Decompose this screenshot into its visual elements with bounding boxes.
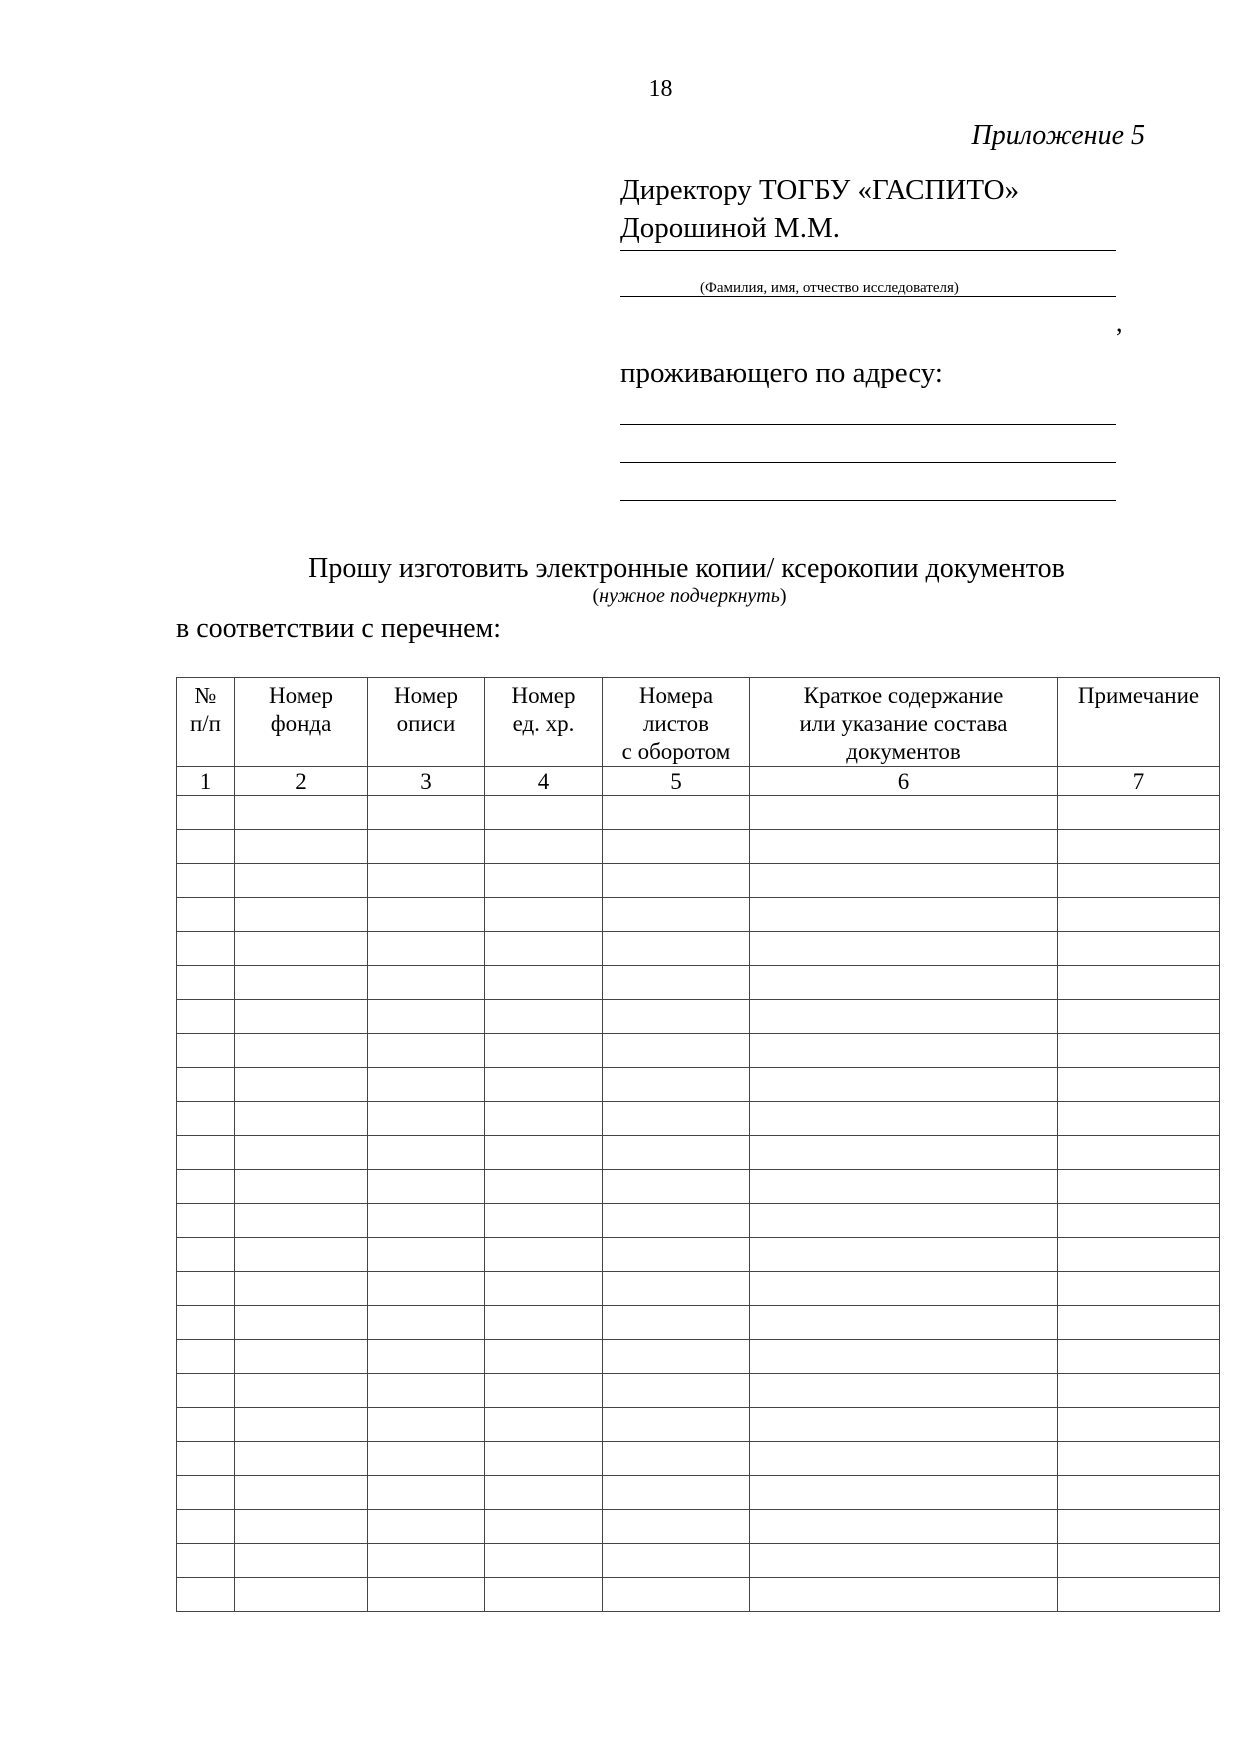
table-cell[interactable] <box>235 1306 368 1340</box>
table-cell[interactable] <box>603 966 750 1000</box>
address-blank-line-3[interactable] <box>620 500 1116 501</box>
table-cell[interactable] <box>485 1510 603 1544</box>
table-cell[interactable] <box>485 966 603 1000</box>
table-cell[interactable] <box>177 1136 235 1170</box>
table-cell[interactable] <box>603 830 750 864</box>
table-cell[interactable] <box>177 1000 235 1034</box>
table-cell[interactable] <box>368 1272 485 1306</box>
table-cell[interactable] <box>177 1272 235 1306</box>
table-cell[interactable] <box>368 1170 485 1204</box>
table-cell[interactable] <box>235 1102 368 1136</box>
table-cell[interactable] <box>1058 1102 1220 1136</box>
table-row <box>177 1136 1220 1170</box>
table-cell[interactable] <box>1058 1136 1220 1170</box>
table-cell[interactable] <box>1058 1374 1220 1408</box>
table-row <box>177 1238 1220 1272</box>
table-cell[interactable] <box>485 796 603 830</box>
table-row <box>177 864 1220 898</box>
table-cell[interactable] <box>750 1238 1058 1272</box>
column-number: 6 <box>750 767 1058 796</box>
address-blank-line-1[interactable] <box>620 424 1116 425</box>
table-cell[interactable] <box>368 1204 485 1238</box>
column-number: 7 <box>1058 767 1220 796</box>
addressee-line-director: Директору ТОГБУ «ГАСПИТО» <box>620 174 1020 206</box>
table-cell[interactable] <box>368 1408 485 1442</box>
table-cell[interactable] <box>603 1306 750 1340</box>
table-cell[interactable] <box>235 1476 368 1510</box>
table-cell[interactable] <box>368 966 485 1000</box>
table-row <box>177 1374 1220 1408</box>
table-cell[interactable] <box>177 796 235 830</box>
table-row <box>177 1306 1220 1340</box>
table-row <box>177 1408 1220 1442</box>
hint-open: ( <box>592 585 600 607</box>
table-cell[interactable] <box>177 1204 235 1238</box>
table-row <box>177 830 1220 864</box>
table-cell[interactable] <box>1058 830 1220 864</box>
table-cell[interactable] <box>177 898 235 932</box>
table-cell[interactable] <box>485 1136 603 1170</box>
table-cell[interactable] <box>750 1442 1058 1476</box>
table-cell[interactable] <box>750 1204 1058 1238</box>
table-row <box>177 1510 1220 1544</box>
table-cell[interactable] <box>368 1102 485 1136</box>
table-cell[interactable] <box>177 1238 235 1272</box>
header-cell <box>235 678 368 767</box>
table-cell[interactable] <box>1058 1476 1220 1510</box>
table-cell[interactable] <box>368 1510 485 1544</box>
table-cell[interactable] <box>750 1544 1058 1578</box>
hint-italic: нужное подчеркнуть <box>599 585 780 607</box>
column-number-row <box>177 767 1220 796</box>
table-cell[interactable] <box>750 1510 1058 1544</box>
table-cell[interactable] <box>485 1442 603 1476</box>
table-cell[interactable] <box>177 1034 235 1068</box>
page-number: 18 <box>648 76 673 102</box>
column-number: 2 <box>235 767 368 796</box>
column-number: 3 <box>368 767 485 796</box>
table-cell[interactable] <box>368 1340 485 1374</box>
table-row <box>177 1442 1220 1476</box>
table-cell[interactable] <box>1058 1170 1220 1204</box>
table-cell[interactable] <box>1058 1510 1220 1544</box>
table-cell[interactable] <box>750 1408 1058 1442</box>
header-cell-line: или указание состава <box>799 711 1008 736</box>
header-cell-line: с оборотом <box>621 739 731 764</box>
table-cell[interactable] <box>485 1034 603 1068</box>
table-cell[interactable] <box>485 1204 603 1238</box>
table-cell[interactable] <box>485 1374 603 1408</box>
table-cell[interactable] <box>750 1102 1058 1136</box>
table-row <box>177 1340 1220 1374</box>
table-cell[interactable] <box>603 1000 750 1034</box>
table-cell[interactable] <box>603 796 750 830</box>
table-cell[interactable] <box>603 864 750 898</box>
table-cell[interactable] <box>235 1136 368 1170</box>
table-cell[interactable] <box>603 1238 750 1272</box>
table-cell[interactable] <box>235 1034 368 1068</box>
table-cell[interactable] <box>368 1238 485 1272</box>
table-cell[interactable] <box>485 1408 603 1442</box>
table-cell[interactable] <box>750 1068 1058 1102</box>
table-cell[interactable] <box>603 1340 750 1374</box>
column-number: 1 <box>177 767 235 796</box>
table-cell[interactable] <box>750 1272 1058 1306</box>
header-cell-line: Номер <box>511 683 576 708</box>
table-cell[interactable] <box>485 1102 603 1136</box>
table-cell[interactable] <box>485 1170 603 1204</box>
table-cell[interactable] <box>603 1510 750 1544</box>
fio-caption: (Фамилия, имя, отчество исследователя) <box>700 280 959 296</box>
table-cell[interactable] <box>368 898 485 932</box>
table-cell[interactable] <box>177 1102 235 1136</box>
table-cell[interactable] <box>177 1170 235 1204</box>
table-cell[interactable] <box>750 1476 1058 1510</box>
header-cell <box>1058 678 1220 767</box>
table-cell[interactable] <box>1058 1578 1220 1612</box>
comma: , <box>1116 308 1123 337</box>
table-cell[interactable] <box>368 1544 485 1578</box>
table-cell[interactable] <box>485 830 603 864</box>
header-cell-line: фонда <box>270 711 332 736</box>
column-number: 5 <box>603 767 750 796</box>
table-cell[interactable] <box>368 1476 485 1510</box>
table-row <box>177 1476 1220 1510</box>
table-cell[interactable] <box>235 966 368 1000</box>
table-cell[interactable] <box>1058 1442 1220 1476</box>
table-cell[interactable] <box>177 1068 235 1102</box>
table-row <box>177 1544 1220 1578</box>
header-cell-line: описи <box>396 711 456 736</box>
table-cell[interactable] <box>485 1476 603 1510</box>
header-cell <box>485 678 603 767</box>
table-row <box>177 966 1220 1000</box>
table-cell[interactable] <box>177 830 235 864</box>
header-cell-line: документов <box>846 739 961 764</box>
table-cell[interactable] <box>235 1170 368 1204</box>
header-cell <box>603 678 750 767</box>
table-cell[interactable] <box>1058 864 1220 898</box>
table-cell[interactable] <box>235 932 368 966</box>
table-cell[interactable] <box>177 1476 235 1510</box>
addressee-line-name: Дорошиной М.М. <box>620 212 840 244</box>
table-cell[interactable] <box>750 830 1058 864</box>
table-cell[interactable] <box>603 1136 750 1170</box>
table-cell[interactable] <box>235 1544 368 1578</box>
table-cell[interactable] <box>485 1544 603 1578</box>
header-cell-line: Номер <box>394 683 458 708</box>
table-cell[interactable] <box>750 864 1058 898</box>
table-cell[interactable] <box>750 796 1058 830</box>
table-row <box>177 1170 1220 1204</box>
table-cell[interactable] <box>177 1578 235 1612</box>
request-text: Прошу изготовить электронные копии/ ксерокопии документов <box>308 553 1065 584</box>
header-cell-line: п/п <box>189 711 221 736</box>
table-cell[interactable] <box>485 932 603 966</box>
table-cell[interactable] <box>750 1306 1058 1340</box>
table-cell[interactable] <box>235 1578 368 1612</box>
table-cell[interactable] <box>603 1578 750 1612</box>
table-row <box>177 1578 1220 1612</box>
table-cell[interactable] <box>603 1272 750 1306</box>
table-cell[interactable] <box>750 1578 1058 1612</box>
table-cell[interactable] <box>1058 1204 1220 1238</box>
table-cell[interactable] <box>603 1374 750 1408</box>
table-cell[interactable] <box>368 1442 485 1476</box>
header-cell-line: Номера <box>638 683 714 708</box>
table-cell[interactable] <box>1058 1306 1220 1340</box>
table-cell[interactable] <box>368 864 485 898</box>
table-row <box>177 898 1220 932</box>
header-cell-line: Номер <box>269 683 333 708</box>
header-cell <box>177 678 235 767</box>
header-cell <box>750 678 1058 767</box>
appendix-label: Приложение 5 <box>971 120 1145 151</box>
table-cell[interactable] <box>603 932 750 966</box>
header-cell-line: ед. хр. <box>512 711 575 736</box>
table-cell[interactable] <box>603 1068 750 1102</box>
table-cell[interactable] <box>235 1000 368 1034</box>
table-row <box>177 1272 1220 1306</box>
table-cell[interactable] <box>235 1068 368 1102</box>
address-blank-line-2[interactable] <box>620 462 1116 463</box>
address-label: проживающего по адресу: <box>620 357 943 389</box>
table-cell[interactable] <box>368 932 485 966</box>
table-row <box>177 1034 1220 1068</box>
hint-close: ) <box>779 585 787 607</box>
documents-table <box>176 677 1220 1612</box>
table-cell[interactable] <box>235 1340 368 1374</box>
table-cell[interactable] <box>368 830 485 864</box>
header-cell <box>368 678 485 767</box>
table-cell[interactable] <box>177 966 235 1000</box>
table-cell[interactable] <box>1058 932 1220 966</box>
table-cell[interactable] <box>1058 1340 1220 1374</box>
table-cell[interactable] <box>177 1374 235 1408</box>
table-cell[interactable] <box>1058 1000 1220 1034</box>
table-cell[interactable] <box>603 1102 750 1136</box>
table-cell[interactable] <box>177 864 235 898</box>
table-cell[interactable] <box>235 898 368 932</box>
table-cell[interactable] <box>177 1544 235 1578</box>
table-cell[interactable] <box>177 932 235 966</box>
table-cell[interactable] <box>750 1136 1058 1170</box>
table-cell[interactable] <box>177 1306 235 1340</box>
table-cell[interactable] <box>1058 1034 1220 1068</box>
table-cell[interactable] <box>177 1442 235 1476</box>
table-cell[interactable] <box>1058 898 1220 932</box>
table-row <box>177 1102 1220 1136</box>
table-cell[interactable] <box>485 1272 603 1306</box>
table-cell[interactable] <box>485 898 603 932</box>
table-cell[interactable] <box>603 1476 750 1510</box>
table-cell[interactable] <box>1058 1238 1220 1272</box>
table-cell[interactable] <box>235 1272 368 1306</box>
table-cell[interactable] <box>603 1204 750 1238</box>
request-hint <box>0 585 1241 608</box>
table-cell[interactable] <box>368 1306 485 1340</box>
table-cell[interactable] <box>1058 1408 1220 1442</box>
table-cell[interactable] <box>235 1442 368 1476</box>
table-cell[interactable] <box>485 1238 603 1272</box>
header-cell-line: листов <box>642 711 710 736</box>
column-number: 4 <box>485 767 603 796</box>
table-cell[interactable] <box>750 1000 1058 1034</box>
table-cell[interactable] <box>368 1034 485 1068</box>
table-cell[interactable] <box>485 1000 603 1034</box>
table-cell[interactable] <box>368 1578 485 1612</box>
table-cell[interactable] <box>235 796 368 830</box>
table-cell[interactable] <box>368 1136 485 1170</box>
per-list-text: в соответствии с перечнем: <box>176 613 501 644</box>
table-cell[interactable] <box>177 1510 235 1544</box>
table-cell[interactable] <box>235 1374 368 1408</box>
header-cell-line: № <box>194 683 217 708</box>
table-cell[interactable] <box>1058 1544 1220 1578</box>
table-cell[interactable] <box>177 1408 235 1442</box>
table-cell[interactable] <box>235 1510 368 1544</box>
table-cell[interactable] <box>368 1000 485 1034</box>
table-cell[interactable] <box>603 1442 750 1476</box>
table-row <box>177 1068 1220 1102</box>
table-cell[interactable] <box>485 864 603 898</box>
table-cell[interactable] <box>750 898 1058 932</box>
table-cell[interactable] <box>603 1408 750 1442</box>
fio-blank-line[interactable] <box>620 250 1116 251</box>
table-row <box>177 932 1220 966</box>
table-cell[interactable] <box>368 1374 485 1408</box>
table-cell[interactable] <box>235 864 368 898</box>
table-row <box>177 1000 1220 1034</box>
table-header-row <box>177 678 1220 767</box>
table-cell[interactable] <box>235 1204 368 1238</box>
table-cell[interactable] <box>235 1408 368 1442</box>
table-cell[interactable] <box>235 830 368 864</box>
table-cell[interactable] <box>1058 1272 1220 1306</box>
table-row <box>177 796 1220 830</box>
table-cell[interactable] <box>368 796 485 830</box>
table-cell[interactable] <box>368 1068 485 1102</box>
table-cell[interactable] <box>603 1034 750 1068</box>
table-cell[interactable] <box>750 932 1058 966</box>
table-cell[interactable] <box>603 898 750 932</box>
table-cell[interactable] <box>603 1544 750 1578</box>
table-cell[interactable] <box>750 1170 1058 1204</box>
table-cell[interactable] <box>750 1034 1058 1068</box>
table-cell[interactable] <box>750 1374 1058 1408</box>
header-cell-line: Примечание <box>1077 683 1200 708</box>
header-cell-line: Краткое содержание <box>803 683 1004 708</box>
table-cell[interactable] <box>485 1340 603 1374</box>
table-cell[interactable] <box>750 1340 1058 1374</box>
table-cell[interactable] <box>1058 1068 1220 1102</box>
table-cell[interactable] <box>485 1578 603 1612</box>
table-cell[interactable] <box>1058 796 1220 830</box>
table-cell[interactable] <box>177 1340 235 1374</box>
table-row <box>177 1204 1220 1238</box>
table-cell[interactable] <box>485 1306 603 1340</box>
table-cell[interactable] <box>603 1170 750 1204</box>
table-cell[interactable] <box>750 966 1058 1000</box>
table-cell[interactable] <box>235 1238 368 1272</box>
table-cell[interactable] <box>485 1068 603 1102</box>
table-cell[interactable] <box>1058 966 1220 1000</box>
